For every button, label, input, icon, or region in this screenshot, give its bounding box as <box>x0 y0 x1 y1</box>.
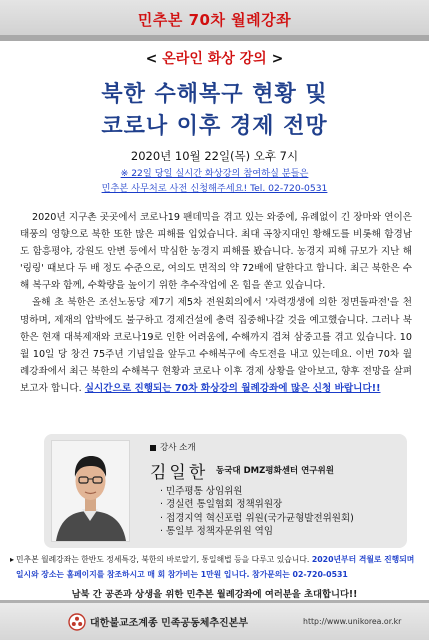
registration-notice-1: ※ 22일 당일 실시간 화상강의 참여하실 분들은 <box>120 168 309 179</box>
speaker-role: · 경실련 통일협회 정책위원장 <box>160 498 354 511</box>
title-line-2: 코로나 이후 경제 전망 <box>101 114 328 139</box>
banner-title: 민추본 70차 월례강좌 <box>137 11 292 29</box>
subtitle-close: > <box>266 51 284 67</box>
title-line-1: 북한 수해복구 현황 및 <box>101 82 328 107</box>
invitation-line: 남북 간 공존과 상생을 위한 민추본 월례강좌에 여러분을 초대합니다!! <box>71 589 358 600</box>
body-paragraph-2 <box>20 294 412 397</box>
speaker-section-label <box>150 441 196 453</box>
speaker-name: 김일한 <box>150 463 209 483</box>
body-paragraph-2-text: 올해 초 북한은 조선노동당 제7기 제5차 전원회의에서 '자력갱생에 의한 정면돌파전'을 천명하며, 제재의 압박에도 불구하고 경제건설에 총력 집중해나갈 것을 예고했습니다. 그러나 북한은 현재 대북제재와 코로나19로 인한 어려움에, 수해까지 겹쳐 삼중고를 겪고 있습니다. 10월 10일 당 창건 75주년 기념일을 앞두고 수해복구에 속도전을 내고 있는데요. 이번 70차 월례강좌에서 최근 북한의 수해복구 현황과 코로나 이후 경제 상황을 알아보고, 향후 전망을 살펴보고자 합니다. <box>20 297 412 394</box>
footnote <box>10 552 416 582</box>
body-text <box>20 209 412 397</box>
speaker-role: · 접경지역 혁신포럼 위원(국가균형발전위원회) <box>160 512 354 525</box>
speaker-portrait-icon <box>52 441 129 541</box>
triangle-bullet-icon: ▸ <box>10 555 15 564</box>
speaker-roles <box>160 485 354 539</box>
footnote-highlight: 2020년부터 격월로 진행되며 일시와 장소는 홈페이지를 참조하시고 매 회 참가비는 1만원 입니다. 참가문의는 02-720-0531 <box>16 555 415 579</box>
speaker-role: · 민주평통 상임위원 <box>160 485 354 498</box>
speaker-section-label-text: 강사 소개 <box>160 443 196 453</box>
subtitle-open: < <box>145 51 163 67</box>
speaker-role: · 통일부 정책자문위원 역임 <box>160 525 354 538</box>
website-url: http://www.unikorea.or.kr <box>303 617 402 626</box>
buddhist-emblem-icon <box>68 613 86 631</box>
registration-notice-2: 민추본 사무처로 사전 신청해주세요! Tel. 02-720-0531 <box>101 183 328 194</box>
call-to-action: 실시간으로 진행되는 70차 화상강의 월례강좌에 많은 신청 바랍니다!! <box>84 382 381 394</box>
subtitle-highlight: 온라인 화상 강의 <box>162 51 267 67</box>
footnote-text: 민추본 월례강좌는 한반도 정세특강, 북한의 바로알기, 통일해법 등을 다루고 있습니다. <box>16 555 312 564</box>
event-datetime: 2020년 10월 22일(목) 오후 7시 <box>130 149 299 163</box>
footer-divider <box>0 600 429 603</box>
square-bullet-icon <box>150 445 156 451</box>
event-subtitle <box>0 48 429 68</box>
body-paragraph-1: 2020년 지구촌 곳곳에서 코로나19 팬데믹을 겪고 있는 와중에, 유례없이 긴 장마와 연이은 태풍의 영향으로 북한 또한 많은 피해를 입었습니다. 최대 곡창지대인 황해도를 비롯해 함경남도 함흥평야, 강원도 안변 등에서 막심한 농경지 피해를 봤습니다. 농경지 피해 규모가 지난 해 '링링' 때보다 두 배 정도 수준으로, 여의도 면적의 약 72배에 달한다고 합니다. 최근 북한은 수해 복구와 함께, 수확량을 높이기 위한 추수작업에 온 힘을 쏟고 있습니다. <box>20 212 412 292</box>
organization-name: 대한불교조계종 민족공동체추진본부 <box>90 618 249 629</box>
banner-divider <box>0 35 429 41</box>
speaker-photo <box>51 440 130 542</box>
speaker-affiliation: 동국대 DMZ평화센터 연구위원 <box>216 466 334 476</box>
